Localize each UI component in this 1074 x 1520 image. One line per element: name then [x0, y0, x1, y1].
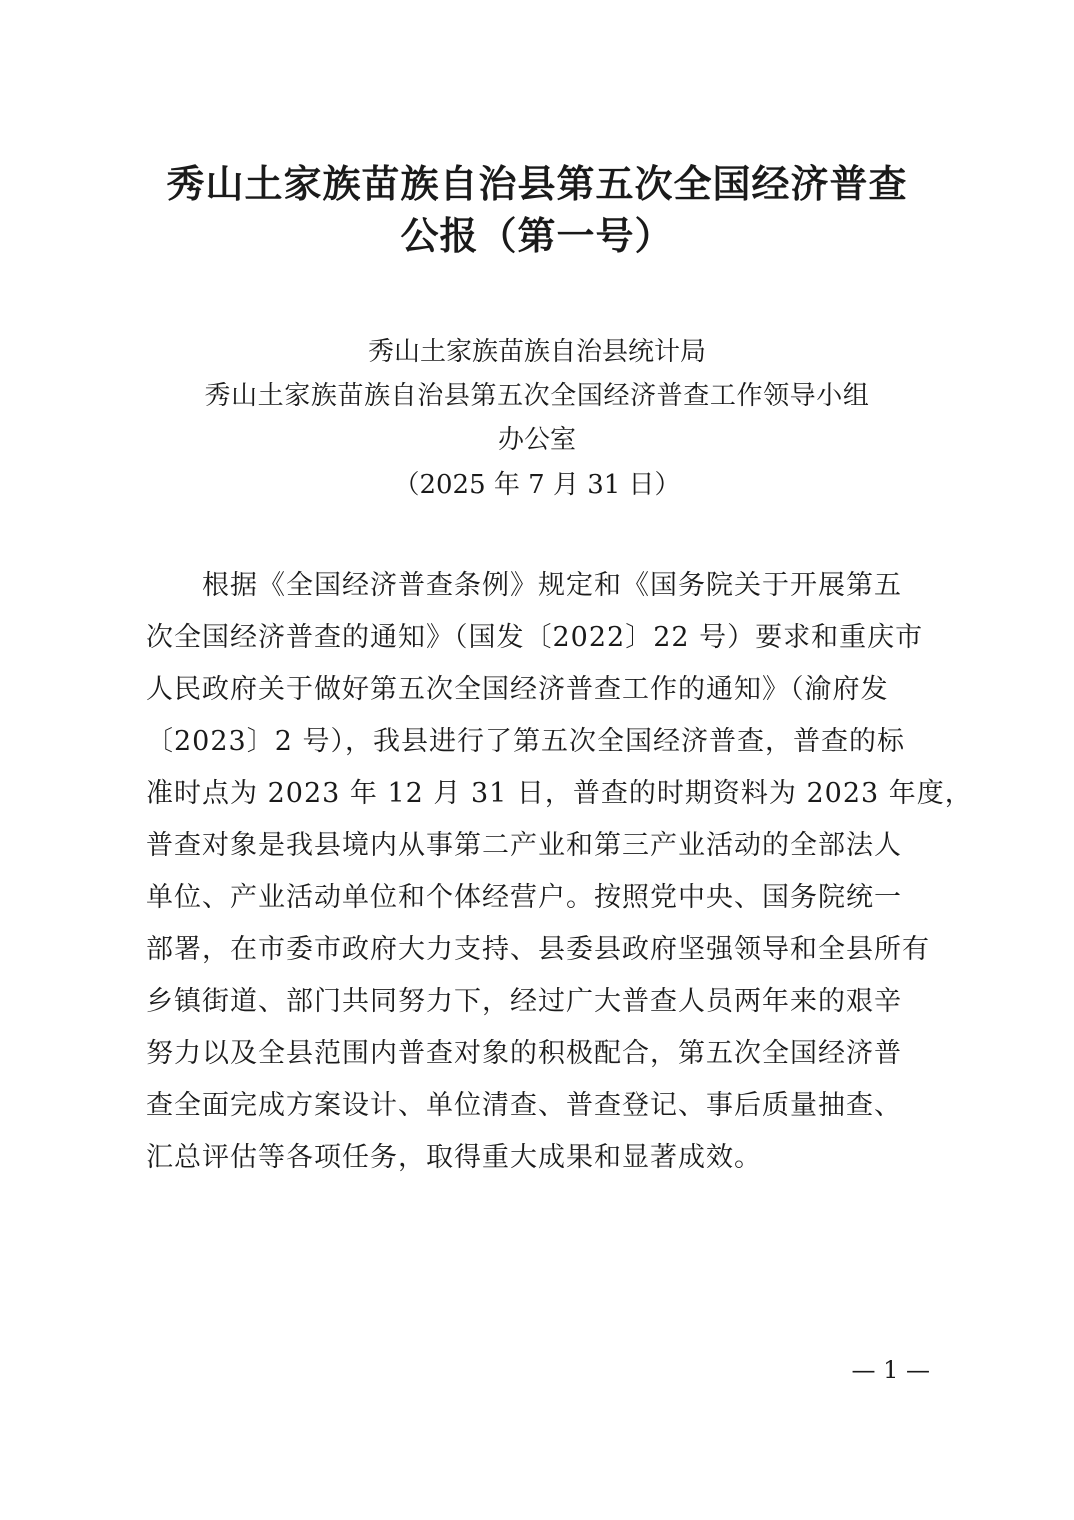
body-line: 部署，在市委市政府大力支持、县委县政府坚强领导和全县所有: [146, 934, 930, 965]
issue-date: （2025 年 7 月 31 日）: [393, 470, 681, 500]
body-line: 次全国经济普查的通知》（国发〔2022〕22 号）要求和重庆市: [146, 622, 924, 653]
body-line: 普查对象是我县境内从事第二产业和第三产业活动的全部法人: [146, 830, 902, 861]
body-line: 〔2023〕2 号），我县进行了第五次全国经济普查，普查的标: [146, 726, 905, 757]
document-title-line-2: 公报（第一号）: [400, 214, 674, 258]
issuer-office: 办公室: [497, 425, 576, 455]
body-line: 准时点为 2023 年 12 月 31 日，普查的时期资料为 2023 年度，: [146, 778, 973, 809]
body-line: 根据《全国经济普查条例》规定和《国务院关于开展第五: [202, 570, 902, 601]
issuer-statistics-bureau: 秀山土家族苗族自治县统计局: [367, 337, 706, 367]
issuer-census-leading-group: 秀山土家族苗族自治县第五次全国经济普查工作领导小组: [204, 381, 870, 411]
body-line: 努力以及全县范围内普查对象的积极配合，第五次全国经济普: [146, 1038, 902, 1069]
page-number: — 1 —: [851, 1356, 930, 1384]
body-paragraph: [146, 560, 973, 1184]
body-line: 人民政府关于做好第五次全国经济普查工作的通知》（渝府发: [146, 674, 889, 705]
document-title-line-1: 秀山土家族苗族自治县第五次全国经济普查: [166, 162, 908, 206]
body-line: 汇总评估等各项任务，取得重大成果和显著成效。: [146, 1142, 762, 1173]
body-line: 查全面完成方案设计、单位清查、普查登记、事后质量抽查、: [146, 1090, 902, 1121]
body-line: 乡镇街道、部门共同努力下，经过广大普查人员两年来的艰辛: [146, 986, 902, 1017]
body-line: 单位、产业活动单位和个体经营户。按照党中央、国务院统一: [146, 882, 902, 913]
